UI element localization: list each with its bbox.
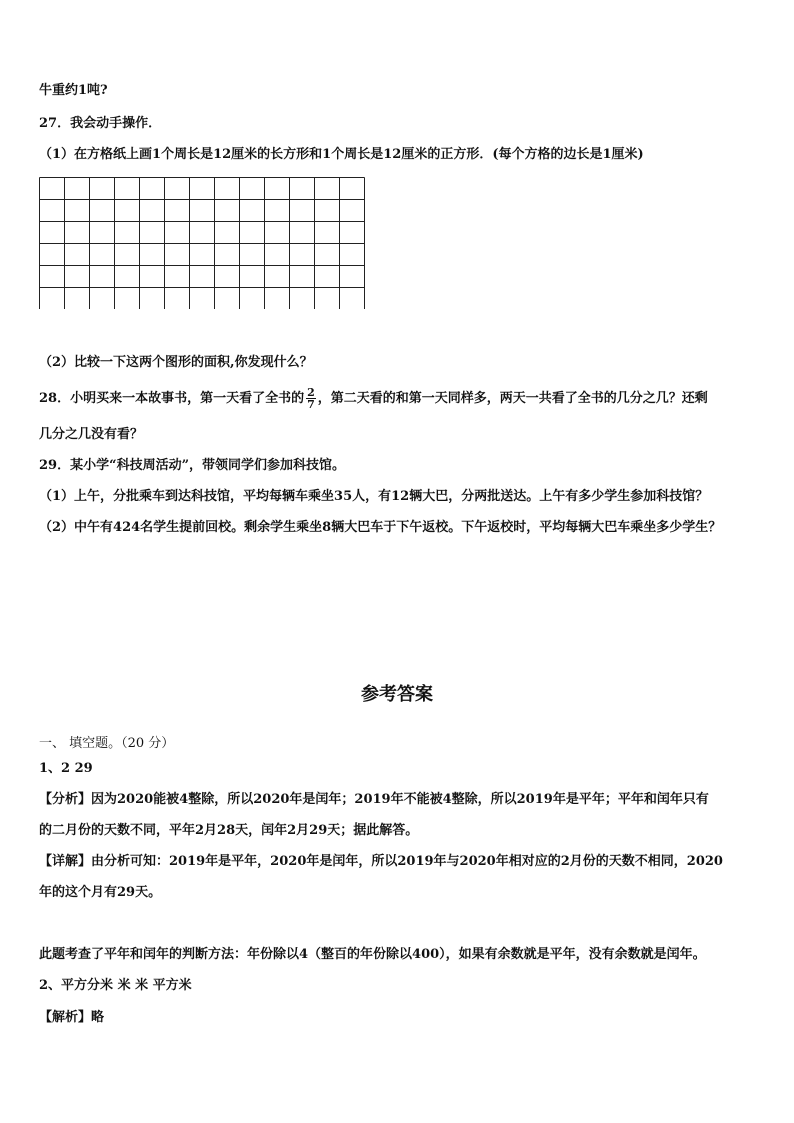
answer1-comment: 此题考查了平年和闰年的判断方法：年份除以4（整百的年份除以400），如果有余数就是平年，没有余数就是闰年。: [39, 947, 706, 962]
answer1-detail-line2: 年的这个月有29天。: [39, 885, 162, 900]
q26-tail-text: 牛重约1吨?: [39, 83, 108, 98]
q29-part2: （2）中午有424名学生提前回校。剩余学生乘坐8辆大巴车于下午返校。下午返校时，平均每辆大巴车乘坐多少学生？: [39, 520, 722, 535]
answers-section1: 一、 填空题。（20 分）: [39, 736, 175, 751]
q27-title: 27．我会动手操作．: [39, 116, 162, 131]
answer2-analysis: 【解析】略: [39, 1010, 105, 1025]
q29-part1: （1）上午，分批乘车到达科技馆，平均每辆车乘坐35人，有12辆大巴，分两批送达。上午有多少学生参加科技馆？: [39, 489, 709, 504]
fraction: [306, 387, 316, 410]
q28-text-after: ，第二天看的和第一天同样多，两天一共看了全书的几分之几？还剩: [317, 391, 708, 406]
q27-part1: （1）在方格纸上画1个周长是12厘米的长方形和1个周长是12厘米的正方形．(每个方格的边长是1厘米): [39, 147, 644, 162]
q28-text-before: 28．小明买来一本故事书，第一天看了全书的: [39, 391, 305, 406]
answer1-analysis-line2: 的二月份的天数不同，平年2月28天，闰年2月29天；据此解答。: [39, 823, 419, 838]
q28-line2: 几分之几没有看？: [39, 427, 144, 442]
grid-paper: [39, 177, 365, 309]
q28-line1: [39, 384, 708, 414]
fraction-numerator: 2: [307, 386, 315, 399]
answer2-header: 2、平方分米 米 米 平方米: [39, 978, 192, 993]
answer1-analysis-line1: 【分析】因为2020能被4整除，所以2020年是闰年；2019年不能被4整除，所以2019年是平年；平年和闰年只有: [39, 792, 709, 807]
answer1-detail-line1: 【详解】由分析可知：2019年是平年，2020年是闰年，所以2019年与2020年相对应的2月份的天数不相同，2020: [39, 854, 723, 869]
answers-heading: 参考答案: [361, 684, 433, 705]
q29-title: 29．某小学“科技周活动”，带领同学们参加科技馆。: [39, 458, 346, 473]
fraction-denominator: 7: [307, 398, 315, 411]
q27-part2: （2）比较一下这两个图形的面积,你发现什么？: [39, 355, 313, 370]
answer1-header: 1、2 29: [39, 761, 93, 776]
